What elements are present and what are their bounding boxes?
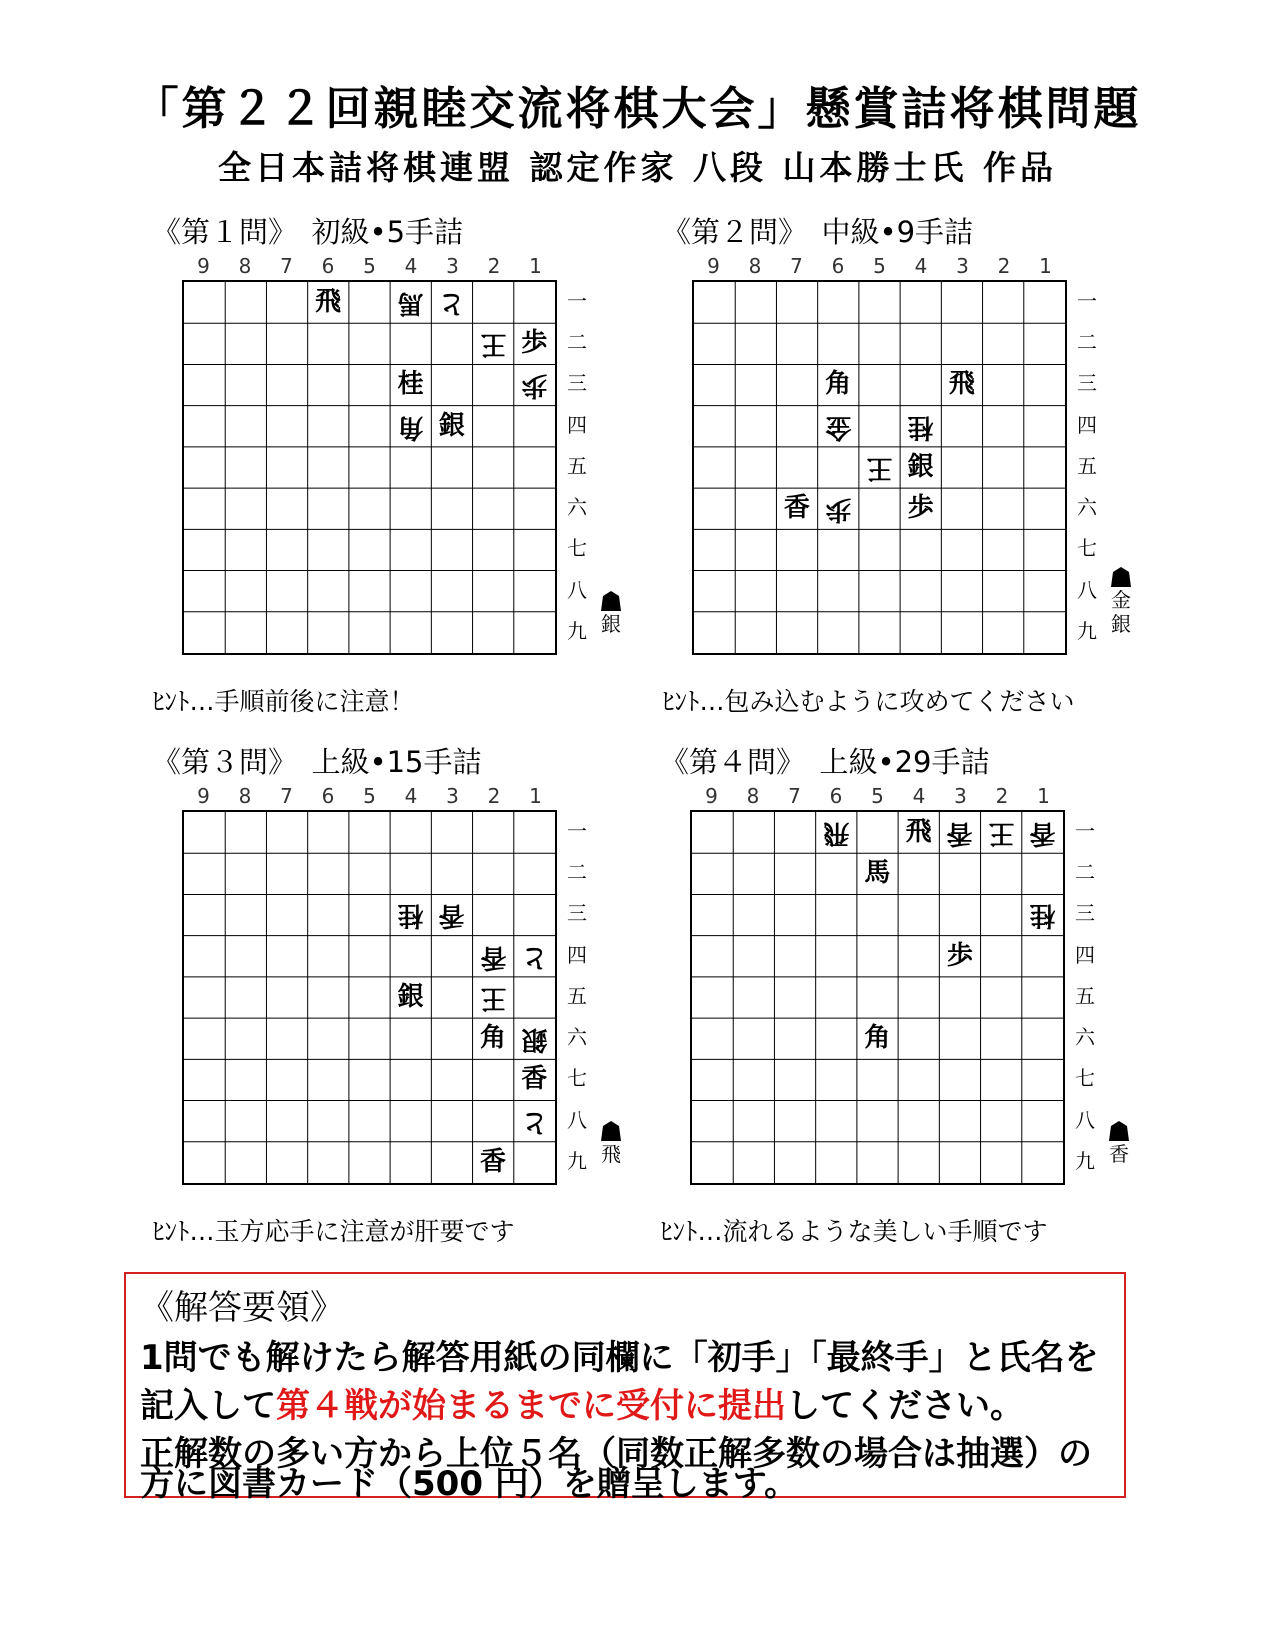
row-number: 七 [567, 536, 587, 561]
answer-heading: 《解答要領》 [140, 1288, 344, 1328]
row-number: 九 [567, 618, 587, 643]
column-number: 8 [746, 784, 760, 808]
shogi-piece-sente: 角 [480, 1023, 507, 1054]
row-number: 二 [1075, 860, 1095, 885]
column-number: 6 [829, 784, 843, 808]
column-number: 1 [529, 784, 542, 808]
hand-piece: 銀 [601, 612, 621, 636]
shogi-piece-sente: 飛 [315, 287, 342, 317]
column-number: 6 [321, 784, 335, 808]
row-number: 二 [567, 330, 587, 355]
column-number: 5 [363, 784, 376, 808]
problem-hint: ﾋﾝﾄ…包み込むように攻めてください [662, 687, 1075, 716]
row-number: 一 [1075, 819, 1095, 843]
shogi-piece-gote: 桂 [397, 900, 424, 931]
shogi-piece-sente: 角 [864, 1023, 891, 1054]
answer-line-2-prefix: 記入して [140, 1386, 276, 1426]
column-number: 8 [238, 254, 252, 278]
row-number: 八 [1075, 1107, 1095, 1132]
problem-3 [152, 740, 672, 1260]
column-number: 1 [1039, 254, 1052, 278]
hand-piece: 香 [1109, 1142, 1129, 1166]
row-number: 六 [567, 1025, 587, 1050]
page-subtitle: 全日本詰将棋連盟 認定作家 八段 山本勝士氏 作品 [218, 148, 1057, 187]
shogi-piece-gote: と [438, 288, 465, 318]
shogi-piece-gote: 飛 [823, 818, 850, 848]
row-number: 八 [1077, 577, 1097, 602]
shogi-piece-gote: と [521, 1106, 548, 1137]
column-number: 3 [954, 784, 967, 808]
problem-4 [660, 740, 1180, 1260]
shogi-piece-gote: 馬 [397, 288, 424, 318]
row-number: 九 [1075, 1148, 1095, 1173]
row-number: 九 [567, 1148, 587, 1173]
column-number: 9 [707, 254, 720, 278]
row-number: 一 [567, 819, 587, 843]
sente-piece-icon [600, 1120, 622, 1142]
shogi-piece-sente: 歩 [946, 940, 973, 971]
row-number: 六 [1075, 1025, 1095, 1050]
column-number: 9 [705, 784, 718, 808]
shogi-piece-sente: 香 [521, 1064, 548, 1095]
column-number: 8 [748, 254, 762, 278]
problem-title: 《第３問》 上級•15手詰 [152, 745, 482, 779]
sente-piece-icon [600, 590, 622, 612]
hand-piece: 銀 [1111, 612, 1131, 636]
row-number: 八 [567, 1107, 587, 1132]
column-number: 9 [197, 254, 210, 278]
row-number: 七 [1077, 536, 1097, 561]
pieces-in-hand [597, 590, 625, 636]
column-number: 7 [280, 254, 293, 278]
row-number: 三 [1075, 901, 1095, 926]
shogi-piece-gote: 王 [480, 982, 507, 1013]
pieces-in-hand [597, 1120, 625, 1166]
column-number: 2 [487, 784, 501, 808]
shogi-piece-sente: 飛 [948, 369, 975, 400]
column-number: 1 [1037, 784, 1050, 808]
shogi-piece-sente: 桂 [397, 369, 424, 400]
column-number: 3 [956, 254, 969, 278]
row-number: 五 [567, 453, 587, 478]
shogi-piece-gote: 桂 [1029, 900, 1056, 931]
problem-1 [152, 210, 672, 730]
shogi-piece-sente: 香 [480, 1146, 507, 1177]
column-number: 4 [404, 784, 418, 808]
column-number: 7 [280, 784, 293, 808]
answer-line-4: 方に図書カード（500 円）を贈呈します。 [140, 1464, 799, 1504]
column-number: 5 [871, 784, 884, 808]
answer-instructions-box [124, 1272, 1126, 1504]
problem-hint: ﾋﾝﾄ…玉方応手に注意が肝要です [152, 1217, 515, 1246]
shogi-piece-gote: 香 [438, 900, 465, 931]
problem-hint: ﾋﾝﾄ…流れるような美しい手順です [660, 1217, 1048, 1246]
shogi-board [182, 810, 557, 1185]
problem-title: 《第１問》 初級•5手詰 [152, 215, 464, 249]
row-number: 四 [1077, 412, 1097, 437]
pieces-in-hand [1105, 1120, 1133, 1166]
row-number: 五 [567, 983, 587, 1008]
row-number: 五 [1075, 983, 1095, 1008]
row-number: 七 [567, 1066, 587, 1091]
problem-2 [662, 210, 1182, 730]
shogi-piece-gote: 香 [480, 941, 507, 972]
row-number: 八 [567, 577, 587, 602]
shogi-piece-gote: 香 [946, 818, 973, 848]
column-number: 6 [321, 254, 335, 278]
column-number: 4 [914, 254, 928, 278]
shogi-piece-gote: 金 [825, 411, 852, 442]
column-number: 9 [197, 784, 210, 808]
answer-line-1: 1問でも解けたら解答用紙の同欄に「初手」「最終手」と氏名を [140, 1338, 1099, 1378]
row-number: 三 [1077, 371, 1097, 396]
row-number: 六 [567, 495, 587, 520]
column-number: 4 [912, 784, 926, 808]
shogi-piece-sente: 飛 [905, 817, 932, 847]
shogi-board [690, 810, 1065, 1185]
column-number: 8 [238, 784, 252, 808]
shogi-piece-sente: 馬 [864, 858, 891, 889]
column-number: 3 [446, 254, 459, 278]
answer-line-2-suffix: してください。 [786, 1386, 1024, 1426]
column-number: 2 [997, 254, 1011, 278]
row-number: 五 [1077, 453, 1097, 478]
shogi-piece-sente: 角 [825, 369, 852, 400]
sente-piece-icon [1110, 566, 1132, 588]
pieces-in-hand [1107, 566, 1135, 636]
shogi-piece-gote: 王 [866, 452, 893, 483]
shogi-piece-sente: 香 [783, 493, 810, 524]
row-number: 二 [567, 860, 587, 885]
problem-title: 《第２問》 中級•9手詰 [662, 215, 974, 249]
row-number: 四 [567, 942, 587, 967]
column-number: 2 [995, 784, 1009, 808]
answer-deadline-highlight: 第４戦が始まるまでに受付に提出 [276, 1386, 786, 1426]
hand-piece: 飛 [601, 1142, 621, 1166]
row-number: 四 [1075, 942, 1095, 967]
shogi-piece-gote: 香 [1029, 818, 1056, 848]
column-number: 3 [446, 784, 459, 808]
hand-piece: 金 [1111, 588, 1131, 612]
column-number: 5 [363, 254, 376, 278]
shogi-piece-sente: 歩 [521, 328, 548, 359]
column-number: 7 [788, 784, 801, 808]
answer-line-2 [140, 1378, 1024, 1427]
shogi-piece-sente: 銀 [438, 410, 465, 441]
shogi-piece-gote: 王 [988, 818, 1015, 848]
answer-line-3: 正解数の多い方から上位５名（同数正解多数の場合は抽選）の [140, 1434, 1092, 1474]
column-number: 7 [790, 254, 803, 278]
column-number: 5 [873, 254, 886, 278]
row-number: 一 [1077, 289, 1097, 313]
row-number: 三 [567, 901, 587, 926]
shogi-piece-gote: 桂 [907, 411, 934, 442]
shogi-piece-gote: 歩 [825, 494, 852, 525]
row-number: 四 [567, 412, 587, 437]
row-number: 一 [567, 289, 587, 313]
problem-title: 《第４問》 上級•29手詰 [660, 745, 990, 779]
column-number: 4 [404, 254, 418, 278]
shogi-piece-gote: 銀 [521, 1024, 548, 1055]
row-number: 二 [1077, 330, 1097, 355]
shogi-piece-gote: と [521, 941, 548, 972]
shogi-board [182, 280, 557, 655]
problem-hint: ﾋﾝﾄ…手順前後に注意！ [152, 687, 415, 716]
column-number: 6 [831, 254, 845, 278]
sente-piece-icon [1108, 1120, 1130, 1142]
row-number: 九 [1077, 618, 1097, 643]
column-number: 2 [487, 254, 501, 278]
shogi-piece-gote: 角 [397, 411, 424, 442]
row-number: 七 [1075, 1066, 1095, 1091]
page-title: 「第２２回親睦交流将棋大会」懸賞詰将棋問題 [133, 82, 1142, 135]
row-number: 六 [1077, 495, 1097, 520]
shogi-board [692, 280, 1067, 655]
shogi-piece-sente: 歩 [907, 493, 934, 524]
shogi-piece-sente: 銀 [907, 451, 934, 482]
shogi-piece-gote: 歩 [521, 370, 548, 401]
shogi-piece-gote: 王 [480, 329, 507, 360]
row-number: 三 [567, 371, 587, 396]
shogi-piece-sente: 銀 [397, 981, 424, 1012]
column-number: 1 [529, 254, 542, 278]
